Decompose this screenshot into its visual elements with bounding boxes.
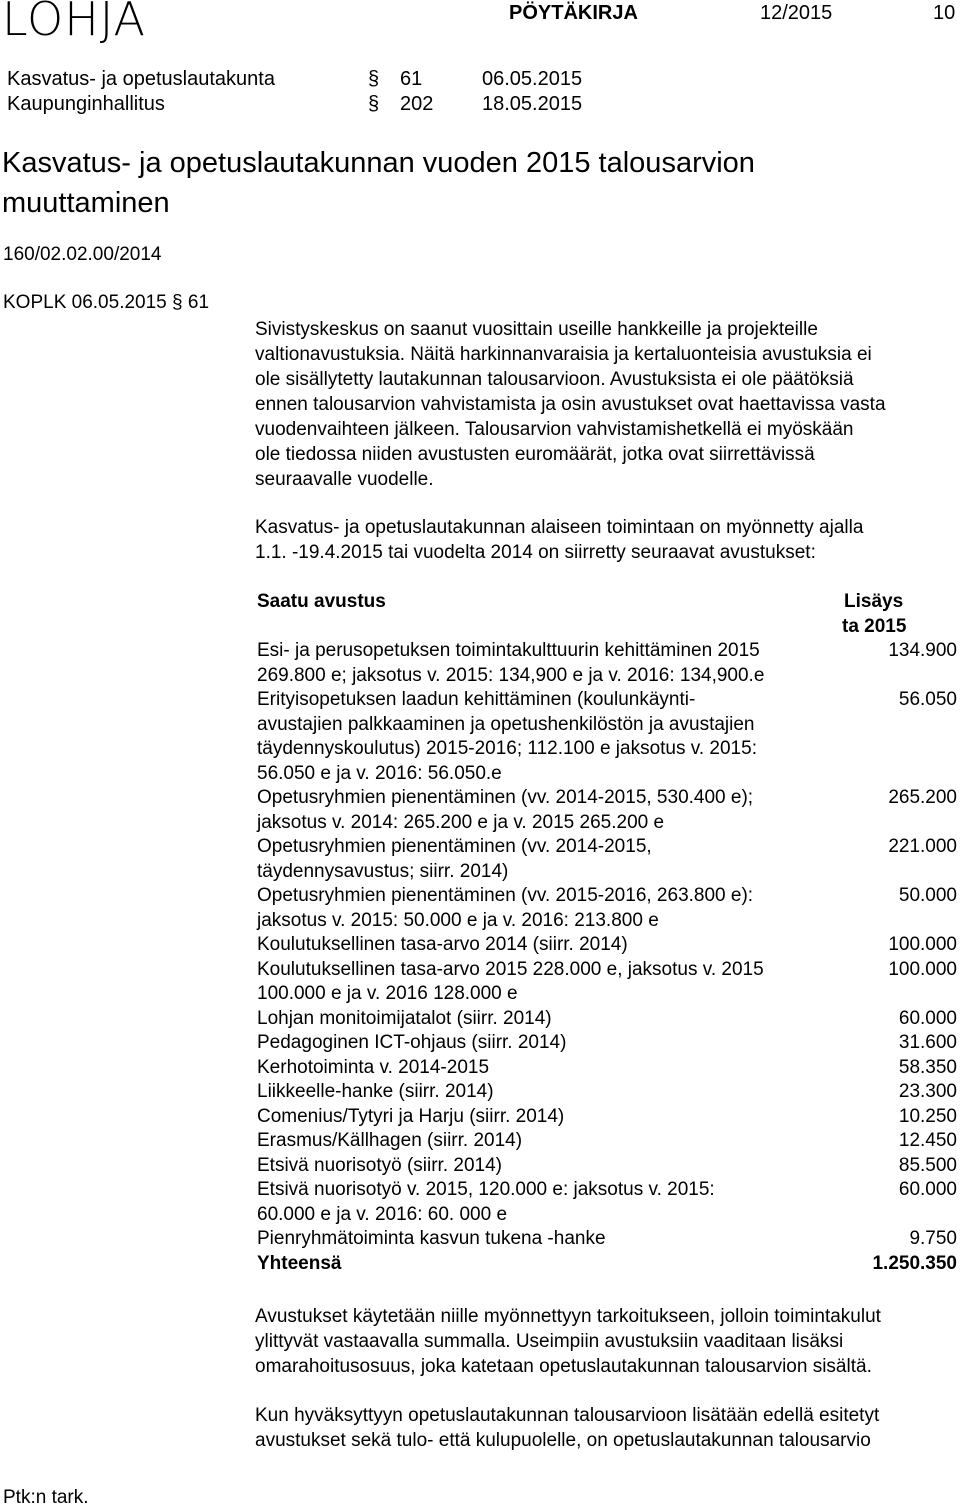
table-row — [257, 958, 957, 1007]
table-row — [257, 1031, 957, 1056]
logo: LOHJA — [2, 0, 147, 46]
grant-amount: 23.300 — [898, 1081, 957, 1102]
table-total-row — [257, 1252, 957, 1277]
intro-paragraph: Sivistyskeskus on saanut vuosittain useille hankkeille ja projekteille valtionavustuksia. Näitä harkinnanvaraisia ja kertaluonteisia avustuksia ei ole sisällytetty lautakunnan talousarvioon. Avustuksista ei ole päätöksiä ennen talousarvion vahvistamista ja osin avustukset ovat haettavissa vasta vuodenvaihteen jälkeen. Talousarvion vahvistamishetkellä ei myöskään ole tiedossa niiden avustusten euromäärät, jotka ovat siirrettävissä seuraavalle vuodelle. — [255, 319, 886, 490]
transfer-paragraph: Kasvatus- ja opetuslautakunnan alaiseen toimintaan on myönnetty ajalla 1.1. -19.4.2015 tai vuodelta 2014 on siirretty seuraavat avustukset: — [255, 517, 864, 563]
grant-description: Opetusryhmien pienentäminen (vv. 2014-2015, täydennysavustus; siirr. 2014) — [257, 836, 652, 882]
footer-note: Ptk:n tark. — [3, 1487, 89, 1508]
grant-description: Lohjan monitoimijatalot (siirr. 2014) — [257, 1007, 552, 1029]
grant-amount: 56.050 — [898, 689, 957, 710]
table-body — [257, 639, 957, 1252]
meeting-date: 18.05.2015 — [482, 93, 583, 115]
section-reference: KOPLK 06.05.2015 § 61 — [3, 292, 210, 313]
grant-description: Koulutuksellinen tasa-arvo 2014 (siirr. 2014) — [257, 934, 628, 955]
section-sign: § — [172, 292, 183, 313]
section-sign: § — [368, 68, 380, 90]
grant-description: Comenius/Tytyri ja Harju (siirr. 2014) — [257, 1105, 565, 1127]
table-row — [257, 1080, 957, 1105]
page-number: 10 — [933, 2, 956, 24]
grants-table — [257, 590, 957, 1276]
table-row — [257, 1105, 957, 1130]
section-sign: § — [368, 93, 380, 115]
grant-description: Esi- ja perusopetuksen toimintakulttuurin kehittäminen 2015 269.800 e; jaksotus v. 2015: 134,900 e ja v. 2016: 134,900.e — [257, 640, 765, 686]
table-row — [257, 1154, 957, 1179]
grant-description: Koulutuksellinen tasa-arvo 2015 228.000 e, jaksotus v. 2015 100.000 e ja v. 2016 128.000 e — [257, 958, 764, 1004]
meeting-body: Kaupunginhallitus — [7, 93, 165, 115]
grant-amount: 12.450 — [898, 1130, 957, 1151]
grant-amount: 100.000 — [888, 934, 957, 955]
table-row — [257, 786, 957, 835]
meeting-section: 202 — [400, 93, 434, 115]
column-header-amount: Lisäys ta 2015 — [842, 591, 907, 637]
grant-amount: 10.250 — [898, 1105, 957, 1127]
document-title: Kasvatus- ja opetuslautakunnan vuoden 2015 talousarvion muuttaminen — [2, 147, 755, 219]
total-amount: 1.250.350 — [872, 1252, 957, 1274]
grant-description: Etsivä nuorisotyö v. 2015, 120.000 e: jaksotus v. 2015: 60.000 e ja v. 2016: 60. 000 e — [257, 1179, 715, 1225]
grant-amount: 60.000 — [898, 1179, 957, 1200]
grant-description: Etsivä nuorisotyö (siirr. 2014) — [257, 1154, 502, 1176]
grant-amount: 134.900 — [888, 640, 957, 661]
grant-amount: 58.350 — [898, 1056, 957, 1078]
grant-description: Pedagoginen ICT-ohjaus (siirr. 2014) — [257, 1032, 567, 1053]
total-label: Yhteensä — [257, 1252, 342, 1274]
closing-paragraph: Kun hyväksyttyyn opetuslautakunnan talousarvioon lisätään edellä esitetyt avustukset sekä tulo- että kulupuolelle, on opetuslautakunnan talousarvio — [255, 1405, 880, 1451]
grant-amount: 221.000 — [888, 836, 957, 857]
grant-amount: 60.000 — [898, 1007, 957, 1029]
table-row — [257, 1178, 957, 1227]
reference-number: 160/02.02.00/2014 — [3, 244, 162, 265]
doc-type: PÖYTÄKIRJA — [509, 2, 638, 24]
grant-description: Erasmus/Källhagen (siirr. 2014) — [257, 1130, 523, 1151]
table-header — [257, 590, 957, 639]
grant-description: Opetusryhmien pienentäminen (vv. 2015-2016, 263.800 e): jaksotus v. 2015: 50.000 e ja v. 2016: 213.800 e — [257, 885, 754, 931]
table-row — [257, 1056, 957, 1081]
meeting-date: 06.05.2015 — [482, 68, 583, 90]
grant-amount: 31.600 — [898, 1032, 957, 1053]
table-row — [257, 639, 957, 688]
meeting-section: 61 — [400, 68, 423, 90]
grant-amount: 265.200 — [888, 787, 957, 808]
table-row — [257, 1007, 957, 1032]
grant-amount: 9.750 — [909, 1228, 957, 1249]
grant-description: Liikkeelle-hanke (siirr. 2014) — [257, 1081, 494, 1102]
table-row — [257, 884, 957, 933]
grant-description: Opetusryhmien pienentäminen (vv. 2014-2015, 530.400 e); jaksotus v. 2014: 265.200 e ja v. 2015 265.200 e — [257, 787, 754, 833]
table-row — [257, 933, 957, 958]
table-row — [257, 1129, 957, 1154]
grant-amount: 100.000 — [888, 958, 957, 980]
grant-description: Erityisopetuksen laadun kehittäminen (koulunkäynti- avustajien palkkaaminen ja opetushenkilöstön ja avustajien täydennyskoulutus) 2015-2016; 112.100 e jaksotus v. 2015: 56.050 e ja v. 2016: 56.050.e — [257, 689, 757, 784]
grant-description: Pienryhmätoiminta kasvun tukena -hanke — [257, 1228, 606, 1249]
grant-description: Kerhotoiminta v. 2014-2015 — [257, 1056, 490, 1078]
issue-number: 12/2015 — [760, 2, 833, 24]
meeting-body: Kasvatus- ja opetuslautakunta — [7, 68, 275, 90]
usage-paragraph: Avustukset käytetään niille myönnettyyn tarkoitukseen, jolloin toimintakulut ylittyvät vastaavalla summalla. Useimpiin avustuksiin vaaditaan lisäksi omarahoitusosuus, joka katetaan opetuslautakunnan talousarvion sisältä. — [255, 1306, 881, 1377]
table-row — [257, 688, 957, 786]
table-row — [257, 835, 957, 884]
table-row — [257, 1227, 957, 1252]
column-header-grant: Saatu avustus — [257, 591, 386, 612]
grant-amount: 85.500 — [898, 1154, 957, 1176]
grant-amount: 50.000 — [898, 885, 957, 906]
